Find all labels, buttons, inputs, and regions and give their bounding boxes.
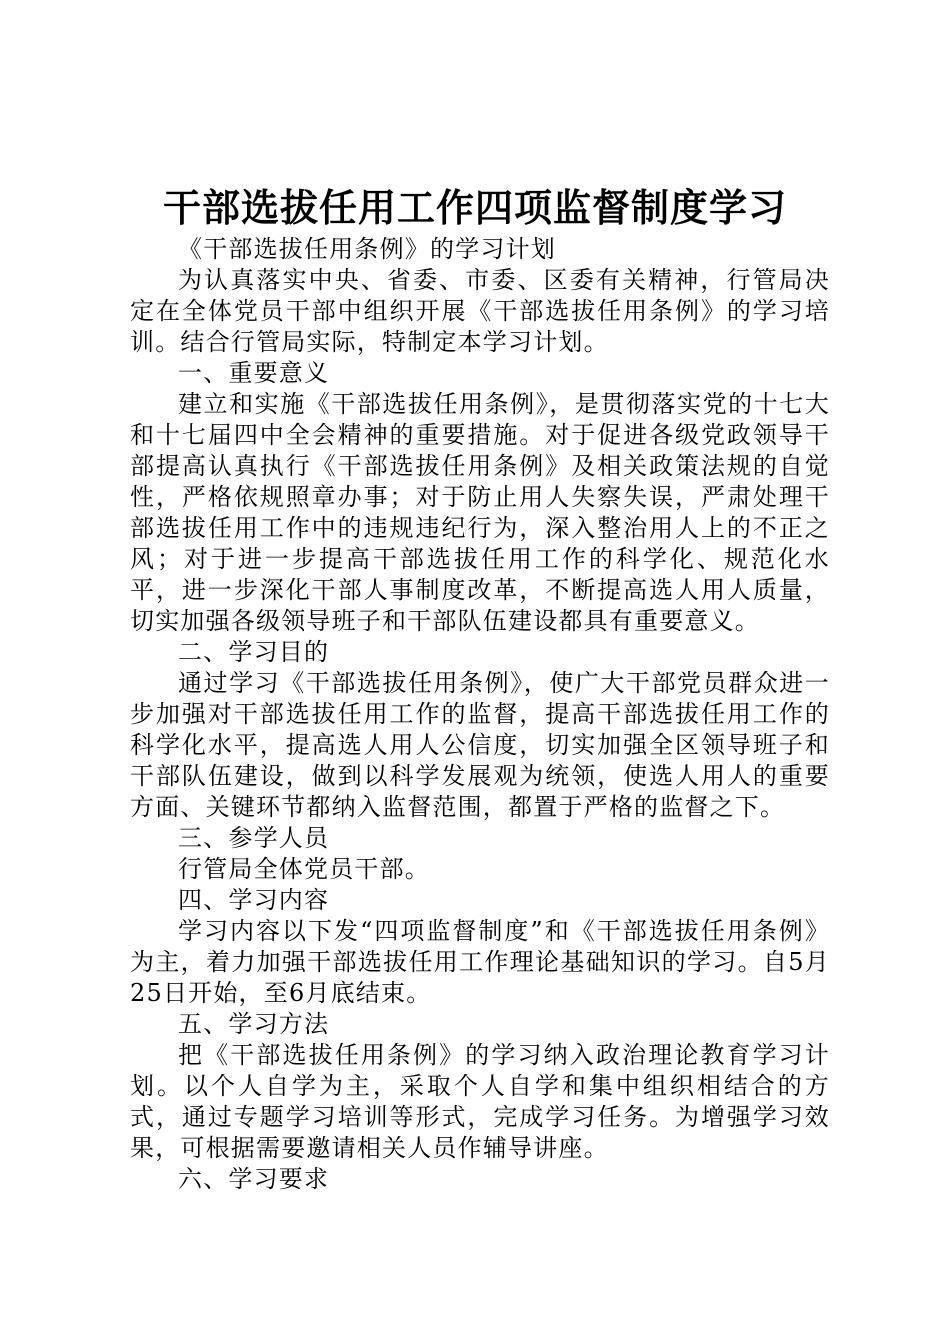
section-heading-requirements: 六、学习要求 [178,1165,330,1193]
content-paragraph: 学习内容以下发“四项监督制度”和《干部选拔任用条例》为主，着力加强干部选拔任用工作理论基础知识的学习。自5月25日开始，至6月底结束。 [130,917,830,1007]
intro-paragraph: 为认真落实中央、省委、市委、区委有关精神，行管局决定在全体党员干部中组织开展《干部选拔任用条例》的学习培训。结合行管局实际，特制定本学习计划。 [130,266,830,356]
purpose-paragraph: 通过学习《干部选拔任用条例》，使广大干部党员群众进一步加强对干部选拔任用工作的监督，提高干部选拔任用工作的科学化水平，提高选人用人公信度，切实加强全区领导班子和干部队伍建设，做到以科学发展观为统领，使选人用人的重要方面、关键环节都纳入监督范围，都置于严格的监督之下。 [130,669,830,821]
participants-paragraph: 行管局全体党员干部。 [178,855,430,883]
document-title: 干部选拔任用工作四项监督制度学习 [162,185,787,230]
section-heading-method: 五、学习方法 [178,1010,330,1038]
section-heading-purpose: 二、学习目的 [178,638,330,666]
section-heading-significance: 一、重要意义 [178,359,330,387]
plan-subtitle: 《干部选拔任用条例》的学习计划 [178,235,556,263]
section-heading-content: 四、学习内容 [178,886,330,914]
significance-paragraph: 建立和实施《干部选拔任用条例》，是贯彻落实党的十七大和十七届四中全会精神的重要措施。对于促进各级党政领导干部提高认真执行《干部选拔任用条例》及相关政策法规的自觉性，严格依规照章办事；对于防止用人失察失误，严肃处理干部选拔任用工作中的违规违纪行为，深入整治用人上的不正之风；对于进一步提高干部选拔任用工作的科学化、规范化水平，进一步深化干部人事制度改革，不断提高选人用人质量，切实加强各级领导班子和干部队伍建设都具有重要意义。 [130,390,830,635]
document-body [130,234,830,1195]
method-paragraph: 把《干部选拔任用条例》的学习纳入政治理论教育学习计划。以个人自学为主，采取个人自学和集中组织相结合的方式，通过专题学习培训等形式，完成学习任务。为增强学习效果，可根据需要邀请相关人员作辅导讲座。 [130,1041,830,1162]
section-heading-participants: 三、参学人员 [178,824,330,852]
